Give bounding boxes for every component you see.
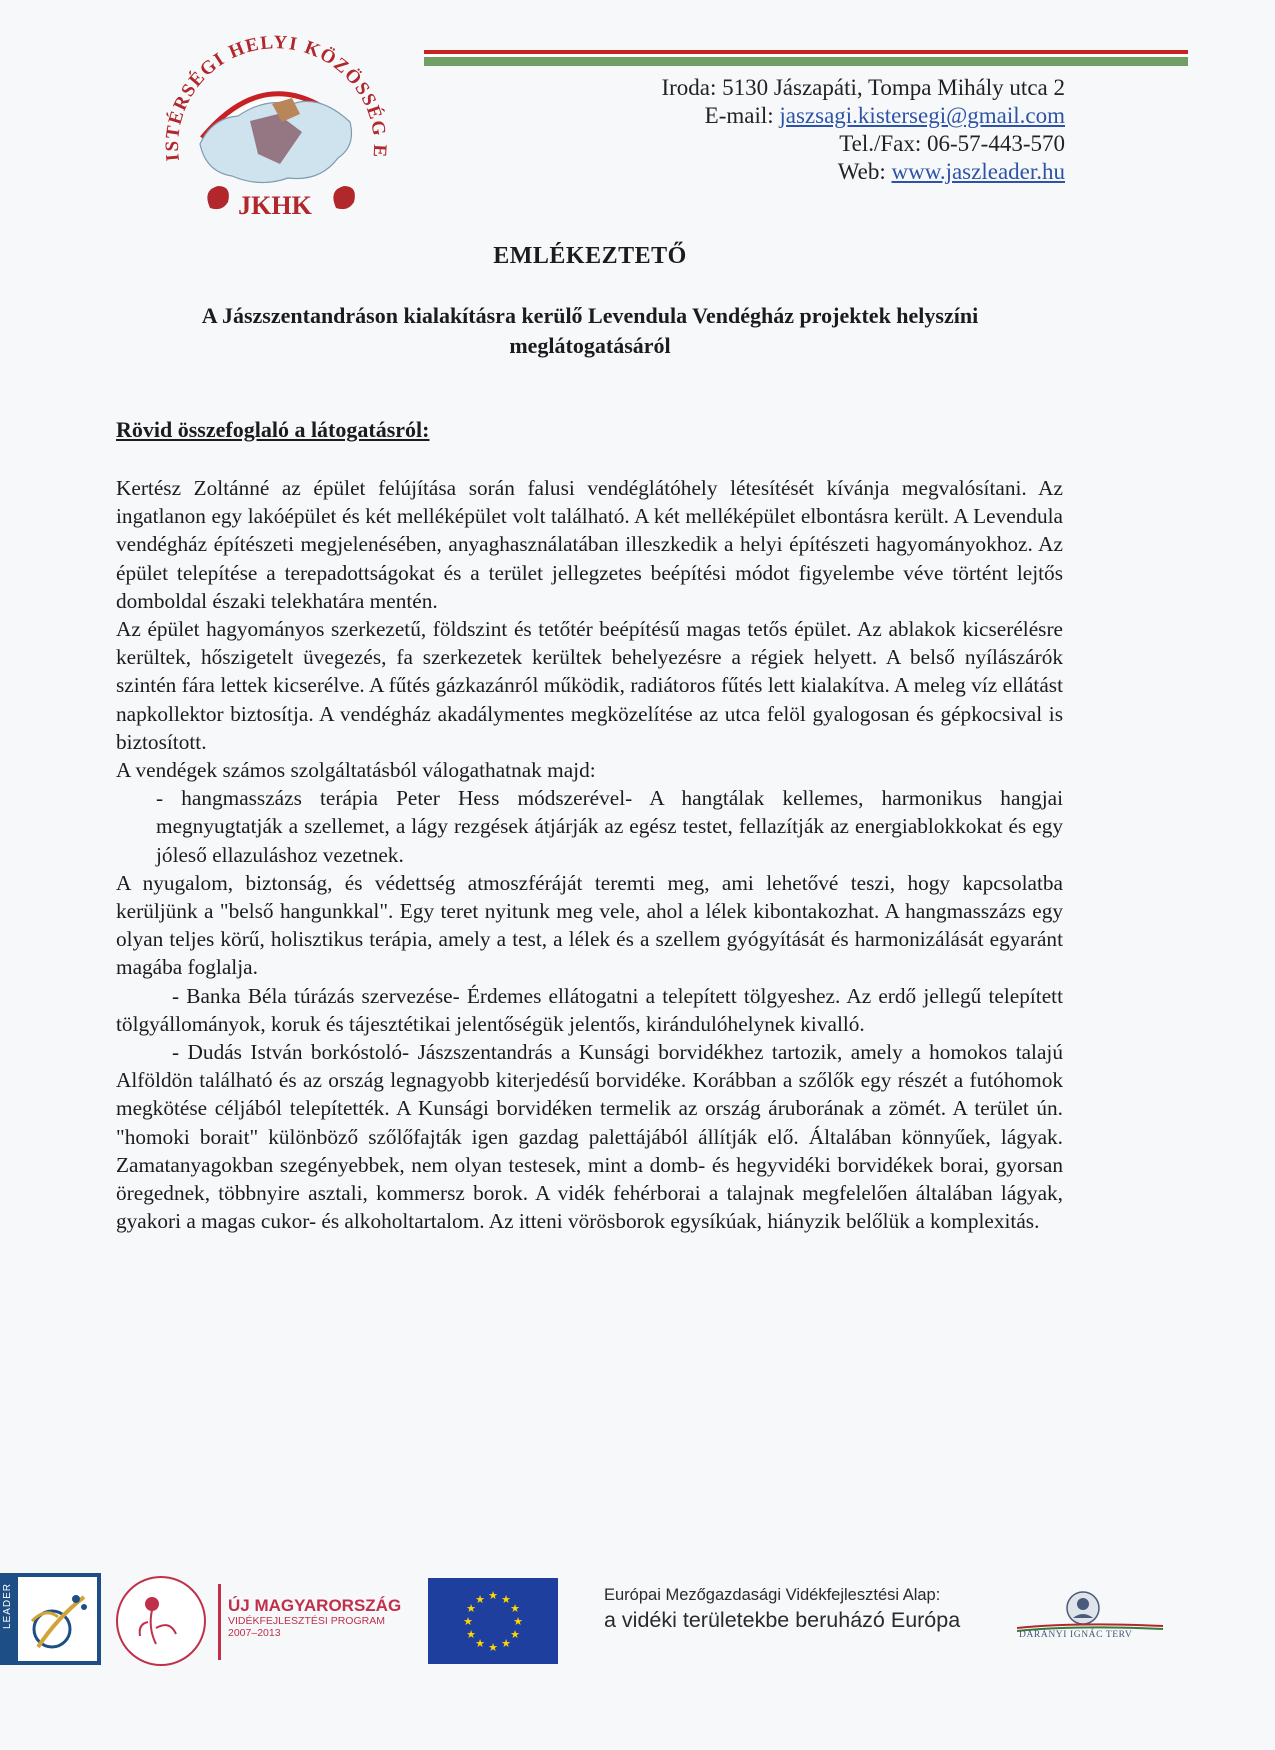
logo-initials: JKHK [238, 191, 312, 220]
service-item-sound-massage: - hangmasszázs terápia Peter Hess módszerével- A hangtálak kellemes, harmonikus hangjai megnyugtatják a szellemet, a lágy rezgések átjárják az egész testet, fellazítják az energiablokkokat és egy jóleső ellazuláshoz vezetnek. [156, 786, 1063, 867]
svg-text:★: ★ [488, 1641, 498, 1654]
logo-arc-text: ISTÉRSÉGI HELYI KÖZÖSSÉG E [161, 32, 390, 163]
svg-text:★: ★ [466, 1628, 476, 1641]
leader-plant-icon [18, 1577, 97, 1661]
flower-icon [118, 1578, 204, 1664]
ujm-title: ÚJ MAGYARORSZÁG [228, 1596, 402, 1615]
daranyi-portrait-icon [1017, 1588, 1167, 1632]
paragraph: A nyugalom, biztonság, és védettség atmoszféráját teremti meg, ami lehetővé teszi, hogy kapcsolatba kerüljünk a "belső hangunkkal". Egy teret nyitunk meg vele, ahol a lélek kibontakozhat. A hangmasszázs egy olyan teljes körű, holisztikus terápia, amely a test, a lélek és a szellem gyógyítását és harmonizálását egyaránt magába foglalja. [116, 870, 1063, 980]
service-item-wine-tasting: - Dudás István borkóstoló- Jászszentandrás a Kunsági borvidékhez tartozik, amely a homokos talajú Alföldön található és az ország legnagyobb kiterjedésű borvidéke. Korábban a szőlők egy részét a futóhomok megkötése céljából telepítették. A Kunsági borvidéken termelik az ország áruborának a zömét. A terület ún. "homoki borait" különböző szőlőfajták igen gazdag palettájából állítják elő. Általában könnyűek, lágyak. Zamatanyagokban szegényebbek, nem olyan testesek, mint a domb- és hegyvidéki borvidékek borai, gyorsan öregednek, többnyire asztali, kommersz borok. A vidék fehérborai a talajnak megfelelően általában lágyak, gyakori a magas cukor- és alkoholtartalom. Az itteni vörösborok egysíkúak, hiányzik belőlük a komplexitás. [116, 1040, 1063, 1234]
leader-logo [0, 1573, 101, 1665]
jkhk-logo [160, 26, 390, 221]
contact-block [661, 74, 1065, 186]
email-line: E-mail: jaszsagi.kistersegi@gmail.com [704, 103, 1065, 128]
ujm-years: 2007–2013 [228, 1627, 281, 1639]
svg-text:★: ★ [510, 1628, 520, 1641]
eu-flag [428, 1578, 558, 1664]
hungary-map-logo-icon [160, 26, 390, 221]
svg-text:★: ★ [463, 1615, 473, 1628]
svg-text:★: ★ [475, 1593, 485, 1606]
daranyi-label: DARÁNYI IGNÁC TERV [1019, 1630, 1133, 1640]
document-subtitle: A Jászszentandráson kialakításra kerülő Levendula Vendégház projektek helyszíni meglátogatásáról [201, 303, 979, 358]
eu-stars-icon [428, 1578, 558, 1664]
svg-text:★: ★ [466, 1602, 476, 1615]
svg-text:★: ★ [488, 1589, 498, 1602]
uj-magyarorszag-logo [116, 1574, 406, 1670]
memo-body [116, 474, 1063, 1235]
ujm-flower-emblem [116, 1576, 206, 1666]
svg-text:★: ★ [501, 1593, 511, 1606]
header-tricolor-rule [424, 50, 1188, 66]
svg-text:★: ★ [510, 1602, 520, 1615]
eafrd-slogan: Európai Mezőgazdasági Vidékfejlesztési Alap: a vidéki területekbe beruházó Európa [604, 1586, 961, 1632]
svg-text:★: ★ [501, 1637, 511, 1650]
email-link[interactable]: jaszsagi.kistersegi@gmail.com [779, 103, 1065, 128]
paragraph: Kertész Zoltánné az épület felújítása során falusi vendéglátóhely létesítését kívánja megvalósítani. Az ingatlanon egy lakóépület és két melléképület volt található. A két melléképület elbontásra került. A Levendula vendégház építészeti megjelenésében, anyaghasználatában illeszkedik a helyi építészeti hagyományokhoz. Az épület telepítése a terepadottságokat és a terület jellegzetes beépítési módot figyelembe véve történt lejtős domboldal északi telekhatára mentén. [116, 476, 1063, 613]
daranyi-logo [1017, 1588, 1167, 1658]
paragraph: A vendégek számos szolgáltatásból válogathatnak majd: [116, 758, 596, 783]
phone-line: Tel./Fax: 06-57-443-570 [839, 131, 1065, 156]
document-title: EMLÉKEZTETŐ [493, 243, 687, 269]
ujm-subtitle: VIDÉKFEJLESZTÉSI PROGRAM [228, 1615, 385, 1627]
office-address: Iroda: 5130 Jászapáti, Tompa Mihály utca 2 [661, 75, 1065, 100]
web-line: Web: www.jaszleader.hu [837, 159, 1065, 184]
paragraph: Az épület hagyományos szerkezetű, földszint és tetőtér beépítésű magas tetős épület. Az ablakok kicserélésre kerültek, hőszigetelt üvegezés, fa szerkezetek kerültek behelyezésre a régiek helyett. A belső nyílászárók szintén fára lettek kicserélve. A fűtés gázkazánról működik, radiátoros fűtés lett kialakítva. A meleg víz ellátást napkollektor biztosítja. A vendégház akadálymentes megközelítése az utca felöl gyalogosan és gépkocsival is biztosított. [116, 617, 1063, 754]
leader-label: LEADER [2, 1583, 13, 1630]
web-link[interactable]: www.jaszleader.hu [891, 159, 1065, 184]
svg-text:★: ★ [475, 1637, 485, 1650]
svg-text:★: ★ [513, 1615, 523, 1628]
footer-logos [0, 1568, 1275, 1678]
section-heading: Rövid összefoglaló a látogatásról: [116, 417, 430, 442]
service-item-hiking: - Banka Béla túrázás szervezése- Érdemes ellátogatni a telepített tölgyeshez. Az erdő jellegű telepített tölgyállományok, koruk és tájesztétikai jelentőségük jelentős, kirándulóhelynek kivalló. [116, 983, 1063, 1036]
